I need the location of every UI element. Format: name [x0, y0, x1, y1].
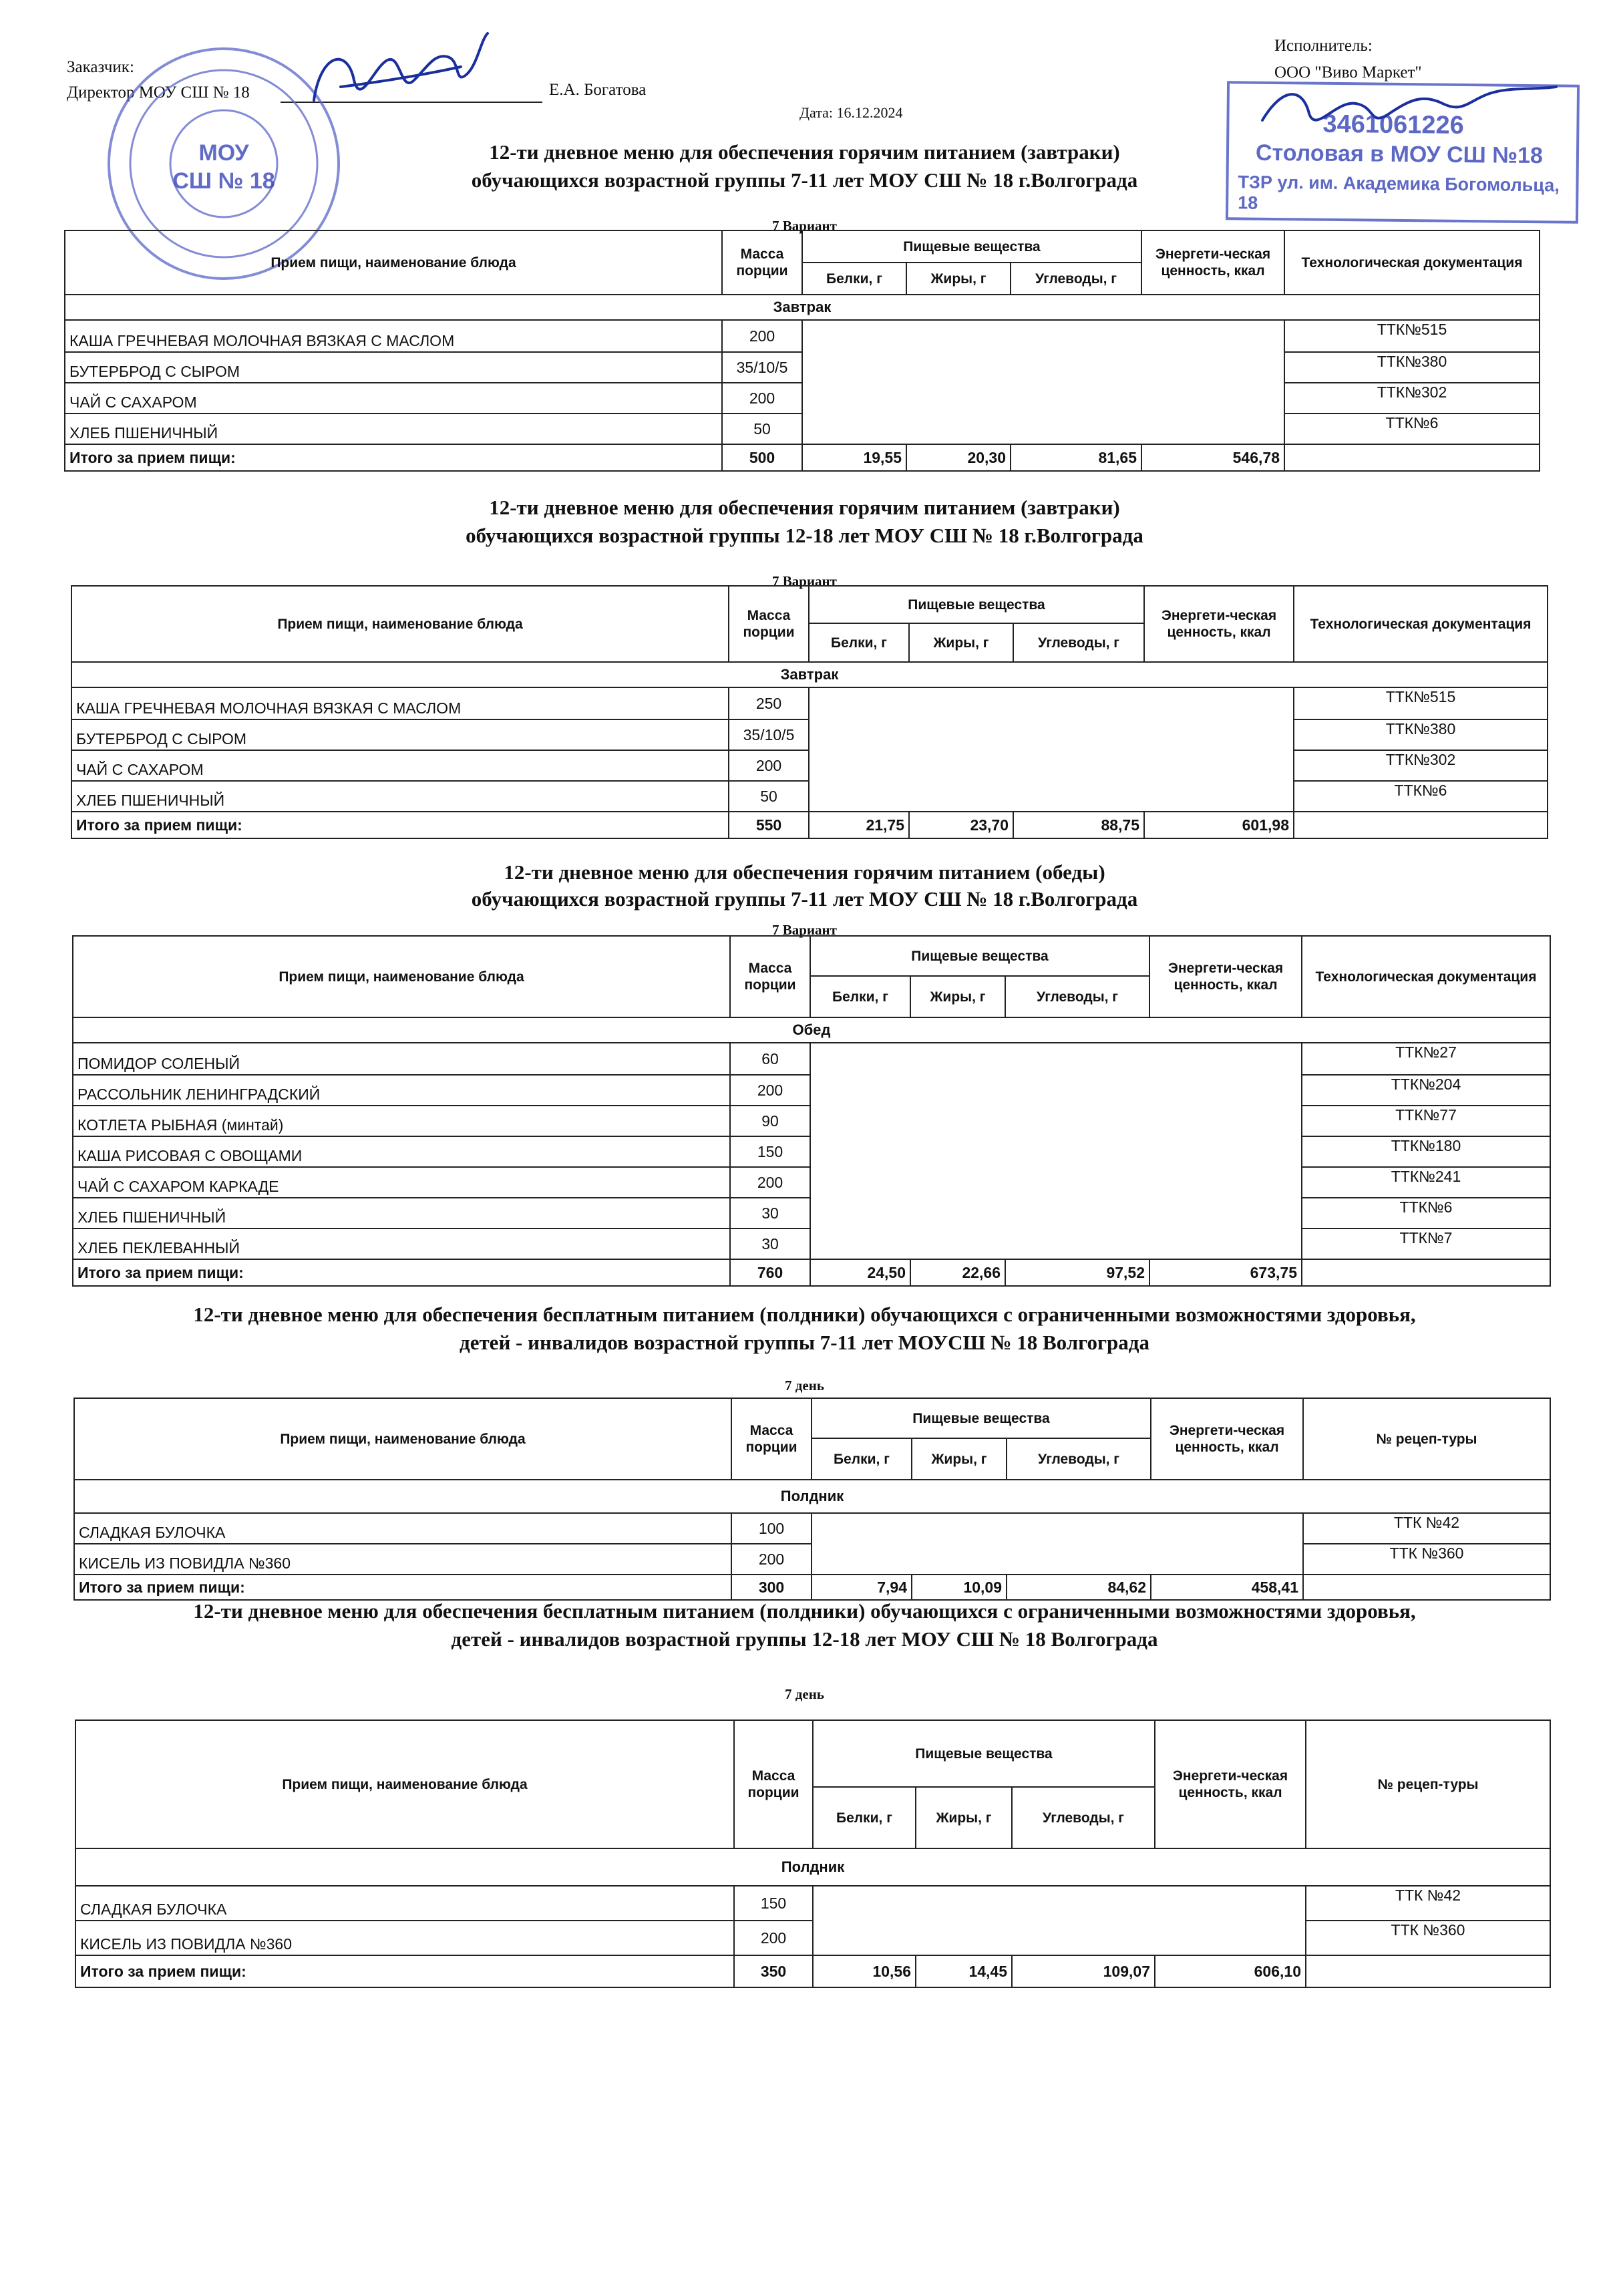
dish-mass: 50: [729, 781, 809, 812]
col-header-energy: Энергети-ческая ценность, ккал: [1155, 1720, 1306, 1848]
section-label: Завтрак: [65, 295, 1540, 320]
col-header-dish: Прием пищи, наименование блюда: [65, 230, 722, 295]
dish-mass: 200: [730, 1167, 810, 1198]
total-fat: 22,66: [910, 1259, 1005, 1286]
dish-techdoc: ТТК№302: [1284, 383, 1540, 414]
dish-mass: 200: [734, 1921, 813, 1955]
total-protein: 21,75: [809, 812, 909, 838]
table-4-variant: 7 день: [785, 1377, 824, 1393]
col-header-techdoc: Технологическая документация: [1302, 936, 1550, 1017]
dish-mass: 30: [730, 1198, 810, 1228]
dish-name: БУТЕРБРОД С СЫРОМ: [65, 352, 722, 383]
col-header-nutrients: Пищевые вещества: [810, 936, 1149, 976]
total-label: Итого за прием пищи:: [74, 1575, 731, 1600]
col-header-dish: Прием пищи, наименование блюда: [75, 1720, 734, 1848]
table-4-title-line-2: детей - инвалидов возрастной группы 7-11 лет МОУСШ № 18 Волгограда: [460, 1331, 1149, 1354]
document-date: Дата: 16.12.2024: [799, 104, 903, 121]
dish-techdoc: ТТК№6: [1302, 1198, 1550, 1228]
col-header-dish: Прием пищи, наименование блюда: [74, 1398, 731, 1480]
table-5-title-line-1: 12-ти дневное меню для обеспечения бесплатным питанием (полдники) обучающихся с ограниченными возможностями здоровья,: [193, 1599, 1416, 1623]
total-mass: 760: [730, 1259, 810, 1286]
dish-name: КАША ГРЕЧНЕВАЯ МОЛОЧНАЯ ВЯЗКАЯ С МАСЛОМ: [65, 320, 722, 352]
dish-name: ПОМИДОР СОЛЕНЫЙ: [73, 1043, 730, 1075]
total-techdoc-blank: [1284, 444, 1540, 471]
total-carbs: 81,65: [1011, 444, 1141, 471]
seal-center-line-2: СШ № 18: [172, 168, 275, 194]
col-header-fat: Жиры, г: [906, 263, 1011, 295]
col-header-fat: Жиры, г: [910, 976, 1005, 1017]
table-4-title-line-1: 12-ти дневное меню для обеспечения бесплатным питанием (полдники) обучающихся с ограниченными возможностями здоровья,: [193, 1303, 1416, 1326]
col-header-protein: Белки, г: [810, 976, 910, 1017]
col-header-fat: Жиры, г: [909, 623, 1013, 662]
col-header-recipe: № рецеп-туры: [1306, 1720, 1550, 1848]
total-mass: 300: [731, 1575, 812, 1600]
dish-techdoc: ТТК№27: [1302, 1043, 1550, 1075]
dish-mass: 200: [731, 1544, 812, 1575]
menu-table-1: [64, 230, 1540, 472]
dish-recipe: ТТК №42: [1306, 1886, 1550, 1921]
dish-mass: 150: [730, 1136, 810, 1167]
customer-name: Е.А. Богатова: [549, 81, 647, 99]
table-2-title-line-1: 12-ти дневное меню для обеспечения горячим питанием (завтраки): [489, 496, 1120, 519]
menu-table-4: [73, 1398, 1551, 1601]
col-header-nutrients: Пищевые вещества: [813, 1720, 1155, 1787]
total-fat: 20,30: [906, 444, 1011, 471]
col-header-fat: Жиры, г: [912, 1438, 1007, 1480]
nutrients-blank: [813, 1886, 1306, 1955]
total-protein: 19,55: [802, 444, 906, 471]
dish-name: КАША ГРЕЧНЕВАЯ МОЛОЧНАЯ ВЯЗКАЯ С МАСЛОМ: [71, 687, 729, 719]
col-header-carbs: Углеводы, г: [1012, 1787, 1155, 1848]
total-recipe-blank: [1306, 1955, 1550, 1987]
total-mass: 350: [734, 1955, 813, 1987]
col-header-mass: Масса порции: [731, 1398, 812, 1480]
total-row: [74, 1575, 1550, 1600]
dish-techdoc: ТТК№380: [1294, 719, 1548, 750]
menu-table-5: [75, 1719, 1551, 1988]
dish-recipe: ТТК №360: [1306, 1921, 1550, 1955]
table-row: [65, 320, 1540, 352]
total-label: Итого за прием пищи:: [73, 1259, 730, 1286]
total-fat: 23,70: [909, 812, 1013, 838]
table-row: [75, 1886, 1550, 1921]
table-row: [74, 1513, 1550, 1544]
customer-signature: [301, 27, 501, 127]
col-header-dish: Прием пищи, наименование блюда: [73, 936, 730, 1017]
total-fat: 10,09: [912, 1575, 1007, 1600]
section-label: Завтрак: [71, 662, 1548, 687]
table-row: [71, 687, 1548, 719]
dish-recipe: ТТК №42: [1303, 1513, 1550, 1544]
table-row: [73, 1043, 1550, 1075]
dish-mass: 50: [722, 414, 802, 444]
customer-label: Заказчик:: [67, 58, 134, 76]
col-header-carbs: Углеводы, г: [1005, 976, 1149, 1017]
dish-name: РАССОЛЬНИК ЛЕНИНГРАДСКИЙ: [73, 1075, 730, 1106]
table-1-variant: 7 Вариант: [772, 218, 837, 234]
dish-techdoc: ТТК№77: [1302, 1106, 1550, 1136]
nutrients-blank: [809, 687, 1294, 812]
col-header-recipe: № рецеп-туры: [1303, 1398, 1550, 1480]
col-header-nutrients: Пищевые вещества: [809, 586, 1144, 623]
dish-mass: 90: [730, 1106, 810, 1136]
total-techdoc-blank: [1294, 812, 1548, 838]
dish-mass: 35/10/5: [722, 352, 802, 383]
dish-mass: 200: [722, 383, 802, 414]
col-header-nutrients: Пищевые вещества: [802, 230, 1141, 263]
total-carbs: 97,52: [1005, 1259, 1149, 1286]
col-header-mass: Масса порции: [729, 586, 809, 662]
dish-name: ХЛЕБ ПШЕНИЧНЫЙ: [71, 781, 729, 812]
dish-mass: 30: [730, 1228, 810, 1259]
dish-name: ЧАЙ С САХАРОМ: [65, 383, 722, 414]
total-row: [65, 444, 1540, 471]
col-header-mass: Масса порции: [734, 1720, 813, 1848]
col-header-techdoc: Технологическая документация: [1284, 230, 1540, 295]
stamp-line-1: 3461061226: [1322, 110, 1464, 140]
col-header-energy: Энергети-ческая ценность, ккал: [1151, 1398, 1303, 1480]
col-header-mass: Масса порции: [722, 230, 802, 295]
dish-name: ЧАЙ С САХАРОМ КАРКАДЕ: [73, 1167, 730, 1198]
dish-techdoc: ТТК№180: [1302, 1136, 1550, 1167]
col-header-mass: Масса порции: [730, 936, 810, 1017]
table-3-title-line-2: обучающихся возрастной группы 7-11 лет МОУ СШ № 18 г.Волгограда: [471, 887, 1138, 911]
dish-techdoc: ТТК№515: [1294, 687, 1548, 719]
table-5-title-line-2: детей - инвалидов возрастной группы 12-18 лет МОУ СШ № 18 Волгограда: [451, 1627, 1158, 1651]
total-energy: 673,75: [1149, 1259, 1302, 1286]
table-2-title-line-2: обучающихся возрастной группы 12-18 лет МОУ СШ № 18 г.Волгограда: [466, 524, 1143, 547]
section-label: Полдник: [74, 1480, 1550, 1513]
table-3-title-line-1: 12-ти дневное меню для обеспечения горячим питанием (обеды): [504, 860, 1105, 884]
dish-mass: 250: [729, 687, 809, 719]
seal-center-line-1: МОУ: [198, 140, 249, 166]
total-techdoc-blank: [1302, 1259, 1550, 1286]
contractor-label: Исполнитель:: [1274, 37, 1373, 55]
table-2-variant: 7 Вариант: [772, 573, 837, 589]
dish-mass: 150: [734, 1886, 813, 1921]
nutrients-blank: [810, 1043, 1302, 1259]
table-1-title-line-1: 12-ти дневное меню для обеспечения горячим питанием (завтраки): [489, 140, 1120, 164]
total-energy: 601,98: [1144, 812, 1294, 838]
dish-name: СЛАДКАЯ БУЛОЧКА: [74, 1513, 731, 1544]
table-1-title-line-2: обучающихся возрастной группы 7-11 лет МОУ СШ № 18 г.Волгограда: [471, 168, 1138, 192]
total-label: Итого за прием пищи:: [71, 812, 729, 838]
section-label: Полдник: [75, 1848, 1550, 1886]
dish-name: КАША РИСОВАЯ С ОВОЩАМИ: [73, 1136, 730, 1167]
total-recipe-blank: [1303, 1575, 1550, 1600]
total-energy: 546,78: [1141, 444, 1284, 471]
col-header-energy: Энергети-ческая ценность, ккал: [1144, 586, 1294, 662]
dish-techdoc: ТТК№302: [1294, 750, 1548, 781]
dish-name: КИСЕЛЬ ИЗ ПОВИДЛА №360: [74, 1544, 731, 1575]
total-protein: 7,94: [812, 1575, 912, 1600]
dish-techdoc: ТТК№7: [1302, 1228, 1550, 1259]
nutrients-blank: [802, 320, 1284, 444]
dish-name: КОТЛЕТА РЫБНАЯ (минтай): [73, 1106, 730, 1136]
dish-name: ХЛЕБ ПШЕНИЧНЫЙ: [65, 414, 722, 444]
col-header-energy: Энергети-ческая ценность, ккал: [1141, 230, 1284, 295]
total-protein: 10,56: [813, 1955, 916, 1987]
total-carbs: 84,62: [1007, 1575, 1151, 1600]
total-row: [71, 812, 1548, 838]
dish-mass: 200: [729, 750, 809, 781]
dish-mass: 35/10/5: [729, 719, 809, 750]
total-carbs: 88,75: [1013, 812, 1144, 838]
menu-table-3: [72, 935, 1551, 1287]
total-label: Итого за прием пищи:: [65, 444, 722, 471]
dish-mass: 200: [730, 1075, 810, 1106]
col-header-dish: Прием пищи, наименование блюда: [71, 586, 729, 662]
customer-position: Директор МОУ СШ № 18: [67, 84, 250, 102]
col-header-protein: Белки, г: [813, 1787, 916, 1848]
table-3-variant: 7 Вариант: [772, 922, 837, 938]
stamp-line-3: ТЗР ул. им. Академика Богомольца, 18: [1238, 172, 1560, 213]
col-header-carbs: Углеводы, г: [1013, 623, 1144, 662]
dish-name: БУТЕРБРОД С СЫРОМ: [71, 719, 729, 750]
col-header-techdoc: Технологическая документация: [1294, 586, 1548, 662]
nutrients-blank: [812, 1513, 1303, 1575]
dish-name: СЛАДКАЯ БУЛОЧКА: [75, 1886, 734, 1921]
col-header-carbs: Углеводы, г: [1011, 263, 1141, 295]
col-header-nutrients: Пищевые вещества: [812, 1398, 1151, 1438]
dish-techdoc: ТТК№241: [1302, 1167, 1550, 1198]
total-label: Итого за прием пищи:: [75, 1955, 734, 1987]
dish-mass: 100: [731, 1513, 812, 1544]
total-row: [75, 1955, 1550, 1987]
dish-mass: 200: [722, 320, 802, 352]
dish-name: ЧАЙ С САХАРОМ: [71, 750, 729, 781]
menu-table-2: [71, 585, 1548, 839]
total-row: [73, 1259, 1550, 1286]
dish-name: ХЛЕБ ПШЕНИЧНЫЙ: [73, 1198, 730, 1228]
dish-techdoc: ТТК№515: [1284, 320, 1540, 352]
col-header-protein: Белки, г: [809, 623, 909, 662]
dish-name: КИСЕЛЬ ИЗ ПОВИДЛА №360: [75, 1921, 734, 1955]
dish-techdoc: ТТК№204: [1302, 1075, 1550, 1106]
total-energy: 458,41: [1151, 1575, 1303, 1600]
total-mass: 550: [729, 812, 809, 838]
dish-recipe: ТТК №360: [1303, 1544, 1550, 1575]
stamp-line-2: Столовая в МОУ СШ №18: [1255, 140, 1544, 169]
total-energy: 606,10: [1155, 1955, 1306, 1987]
dish-name: ХЛЕБ ПЕКЛЕВАННЫЙ: [73, 1228, 730, 1259]
table-5-variant: 7 день: [785, 1686, 824, 1702]
dish-mass: 60: [730, 1043, 810, 1075]
total-fat: 14,45: [916, 1955, 1012, 1987]
total-carbs: 109,07: [1012, 1955, 1155, 1987]
dish-techdoc: ТТК№6: [1294, 781, 1548, 812]
total-mass: 500: [722, 444, 802, 471]
col-header-energy: Энергети-ческая ценность, ккал: [1149, 936, 1302, 1017]
dish-techdoc: ТТК№380: [1284, 352, 1540, 383]
col-header-carbs: Углеводы, г: [1007, 1438, 1151, 1480]
col-header-fat: Жиры, г: [916, 1787, 1012, 1848]
col-header-protein: Белки, г: [812, 1438, 912, 1480]
total-protein: 24,50: [810, 1259, 910, 1286]
contractor-signature: [1256, 73, 1563, 147]
contractor-name: ООО "Виво Маркет": [1274, 63, 1422, 81]
section-label: Обед: [73, 1017, 1550, 1043]
dish-techdoc: ТТК№6: [1284, 414, 1540, 444]
col-header-protein: Белки, г: [802, 263, 906, 295]
